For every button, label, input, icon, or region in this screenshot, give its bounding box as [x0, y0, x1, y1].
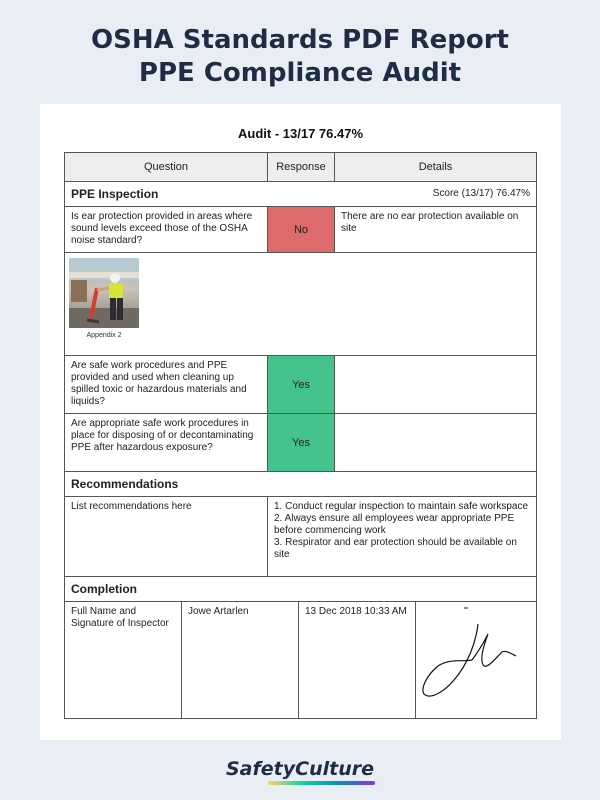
signature-box — [416, 602, 536, 718]
signature-icon — [416, 602, 536, 718]
question-text: Are appropriate safe work procedures in place for disposing of or decontaminating PPE after hazardous exposure? — [65, 414, 268, 471]
appendix-caption: Appendix 2 — [86, 332, 122, 339]
brand-logo: SafetyCulture — [226, 758, 374, 780]
question-text: Is ear protection provided in areas where sound levels exceed those of the OSHA noise standard? — [65, 207, 268, 252]
page-title-line-2: PPE Compliance Audit — [138, 58, 462, 88]
recommendations-row — [65, 497, 536, 577]
details-text — [335, 356, 536, 413]
recommendations-title: Recommendations — [71, 477, 179, 491]
appendix-row — [65, 253, 536, 356]
recommendations-list: 1. Conduct regular inspection to maintain safe workspace 2. Always ensure all employees wear appropriate PPE before commencing work 3. Respirator and ear protection should be available on site — [274, 501, 529, 560]
brand-underline — [268, 781, 375, 785]
completion-row — [65, 602, 536, 718]
page-header — [0, 24, 600, 90]
completion-title: Completion — [71, 582, 137, 596]
ppe-section-row — [65, 182, 536, 207]
ppe-section-score: Score (13/17) 76.47% — [432, 188, 530, 199]
recommendations-section-row — [65, 472, 536, 497]
table-row — [65, 207, 536, 253]
ppe-section-title: PPE Inspection — [71, 187, 159, 201]
worker-photo-icon — [69, 258, 139, 328]
response-badge-yes: Yes — [268, 414, 335, 471]
response-badge-no: No — [268, 207, 335, 252]
appendix-photo[interactable] — [69, 258, 139, 328]
recommendations-label: List recommendations here — [65, 497, 268, 576]
inspector-name: Jowe Artarlen — [182, 602, 299, 718]
audit-table — [64, 152, 537, 719]
report-sheet — [40, 104, 561, 740]
question-text: Are safe work procedures and PPE provided and used when cleaning up spilled toxic or hazardous materials and liquids? — [65, 356, 268, 413]
column-header-response: Response — [268, 153, 335, 181]
column-header-details: Details — [418, 161, 453, 173]
table-header-row — [65, 153, 536, 182]
page-title-line-1: OSHA Standards PDF Report — [91, 25, 509, 55]
column-header-question: Question — [65, 153, 268, 181]
table-row — [65, 414, 536, 472]
details-text — [335, 414, 536, 471]
response-badge-yes: Yes — [268, 356, 335, 413]
audit-title: Audit - 13/17 76.47% — [238, 126, 363, 141]
table-row — [65, 356, 536, 414]
details-text: There are no ear protection available on site — [341, 211, 519, 234]
inspector-label: Full Name and Signature of Inspector — [65, 602, 182, 718]
inspection-datetime: 13 Dec 2018 10:33 AM — [299, 602, 416, 718]
completion-section-row — [65, 577, 536, 602]
